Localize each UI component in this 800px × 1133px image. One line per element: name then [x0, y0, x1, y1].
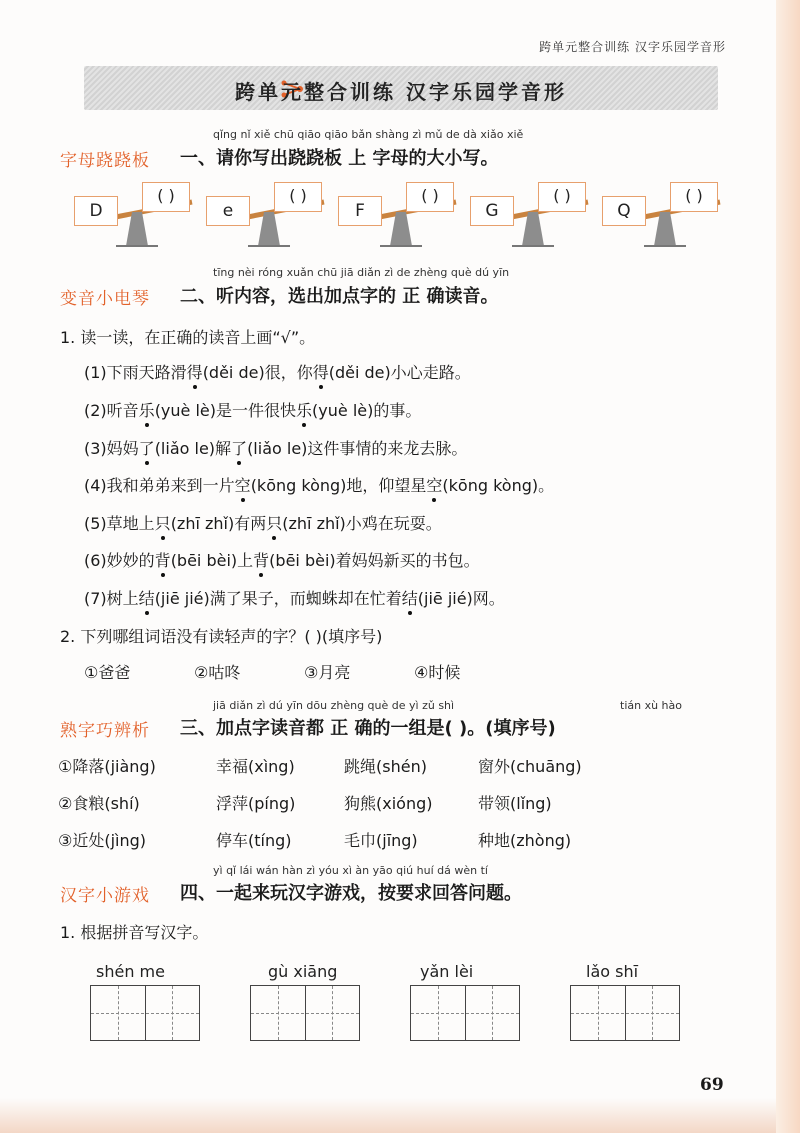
word-group: ①降落(jiàng)	[58, 757, 156, 776]
answer-box[interactable]: ( )	[538, 182, 586, 212]
sec1-pinyin: qǐng nǐ xiě chū qiāo qiāo bǎn shàng zì mǔ de dà xiǎo xiě	[213, 128, 524, 141]
word-pinyin: lǎo shī	[586, 962, 639, 981]
word-group: 停车(tíng)	[216, 831, 292, 850]
writing-grid[interactable]	[410, 985, 520, 1041]
word-group: 窗外(chuāng)	[478, 757, 582, 776]
answer-box[interactable]: ( )	[670, 182, 718, 212]
q2-option[interactable]: ③月亮	[304, 663, 351, 682]
word-pinyin: yǎn lèi	[420, 962, 474, 981]
word-pinyin: shén me	[96, 962, 165, 981]
title-banner	[84, 66, 718, 110]
sec4-question: 四、一起来玩汉字游戏，按要求回答问题。	[180, 883, 522, 904]
seesaw-letter: G	[470, 196, 514, 226]
sec1-label: 字母跷跷板	[60, 151, 150, 171]
page-title: 跨单元整合训练 汉字乐园学音形	[235, 80, 567, 104]
writing-grid[interactable]	[90, 985, 200, 1041]
writing-grid[interactable]	[570, 985, 680, 1041]
q2-option[interactable]: ②咕咚	[194, 663, 241, 682]
seesaw-letter: D	[74, 196, 118, 226]
reading-item: (3)妈妈了(liǎo le)解了(liǎo le)这件事情的来龙去脉。	[84, 436, 467, 459]
sec1-question: 一、请你写出跷跷板 上 字母的大小写。	[180, 148, 499, 169]
word-group: 幸福(xìng)	[216, 757, 295, 776]
sec4-q1: 1. 根据拼音写汉字。	[60, 923, 209, 942]
answer-box[interactable]: ( )	[142, 182, 190, 212]
word-group: ②食粮(shí)	[58, 794, 140, 813]
reading-item: (1)下雨天路滑得(děi de)很，你得(děi de)小心走路。	[84, 360, 471, 383]
word-group: 带领(lǐng)	[478, 794, 552, 813]
q2-option[interactable]: ①爸爸	[84, 663, 131, 682]
reading-item: (7)树上结(jiē jié)满了果子，而蜘蛛却在忙着结(jiē jié)网。	[84, 586, 505, 609]
seesaw-letter: e	[206, 196, 250, 226]
word-group: 毛巾(jīng)	[344, 831, 418, 850]
word-group: 跳绳(shén)	[344, 757, 427, 776]
writing-grid[interactable]	[250, 985, 360, 1041]
sec4-label: 汉字小游戏	[60, 886, 150, 906]
sec2-label: 变音小电琴	[60, 289, 150, 309]
reading-item: (2)听音乐(yuè lè)是一件很快乐(yuè lè)的事。	[84, 398, 421, 421]
reading-item: (6)妙妙的背(bēi bèi)上背(bēi bèi)着妈妈新买的书包。	[84, 548, 480, 571]
word-group: 浮萍(píng)	[216, 794, 296, 813]
seesaw-letter: F	[338, 196, 382, 226]
answer-box[interactable]: ( )	[274, 182, 322, 212]
sec4-pinyin: yì qǐ lái wán hàn zì yóu xì àn yāo qiú huí dá wèn tí	[213, 864, 488, 877]
word-group: ③近处(jìng)	[58, 831, 147, 850]
page-edge	[776, 0, 800, 1133]
q2-option[interactable]: ④时候	[414, 663, 461, 682]
running-header: 跨单元整合训练 汉字乐园学音形	[539, 40, 726, 54]
word-pinyin: gù xiāng	[268, 962, 338, 981]
word-group: 狗熊(xióng)	[344, 794, 433, 813]
sec2-q2: 2. 下列哪组词语没有读轻声的字？( )(填序号)	[60, 627, 383, 646]
reading-item: (4)我和弟弟来到一片空(kōng kòng)地，仰望星空(kōng kòng)。	[84, 473, 554, 496]
sec2-pinyin: tīng nèi róng xuǎn chū jiā diǎn zì de zhèng què dú yīn	[213, 266, 510, 279]
sec3-pinyin: jiā diǎn zì dú yīn dōu zhèng què de yì zǔ shì	[213, 699, 455, 712]
bottom-band	[0, 1098, 776, 1133]
sec3-pinyin-2: tián xù hào	[620, 699, 682, 712]
sec2-question: 二、听内容，选出加点字的 正 确读音。	[180, 286, 499, 307]
seesaw-letter: Q	[602, 196, 646, 226]
sec2-q1: 1. 读一读，在正确的读音上画“√”。	[60, 328, 316, 347]
sec3-question: 三、加点字读音都 正 确的一组是( )。(填序号)	[180, 718, 556, 739]
page-number: 69	[700, 1075, 724, 1095]
sec3-label: 熟字巧辨析	[60, 721, 150, 741]
word-group: 种地(zhòng)	[478, 831, 572, 850]
reading-item: (5)草地上只(zhī zhǐ)有两只(zhī zhǐ)小鸡在玩耍。	[84, 511, 442, 534]
answer-box[interactable]: ( )	[406, 182, 454, 212]
